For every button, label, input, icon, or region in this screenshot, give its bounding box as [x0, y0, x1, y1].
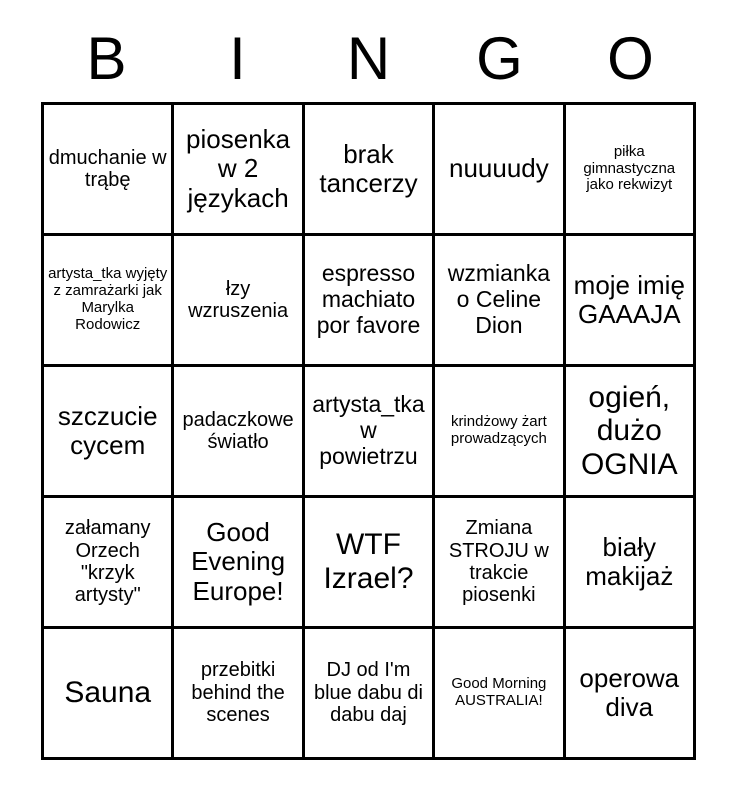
bingo-cell-label: przebitki behind the scenes	[191, 659, 285, 727]
bingo-cell-label: Zmiana STROJU w trakcie piosenki	[448, 517, 549, 607]
bingo-row	[43, 104, 695, 235]
bingo-cell-label: piłka gimnastyczna jako rekwizyt	[583, 142, 676, 194]
bingo-cell-label: padaczkowe światło	[182, 408, 294, 453]
bingo-cell-label: Good Evening Europe!	[191, 517, 286, 606]
bingo-cell-label: artysta_tka wyjęty z zamrażarki jak Marylka Rodowicz	[48, 265, 168, 333]
bingo-cell-label: WTF Izrael?	[323, 528, 414, 595]
bingo-cell-label: espresso machiato por favore	[316, 260, 421, 338]
bingo-grid	[41, 102, 696, 760]
bingo-cell-label: piosenka w 2 językach	[186, 124, 291, 213]
bingo-cell-label: moje imię GAAAJA	[573, 269, 685, 329]
bingo-cell[interactable]	[43, 366, 173, 497]
bingo-cell[interactable]	[43, 628, 173, 759]
bingo-cell[interactable]	[564, 104, 694, 235]
bingo-cell[interactable]	[434, 235, 564, 366]
bingo-cell[interactable]	[173, 104, 303, 235]
bingo-header-letter-g: G	[476, 25, 523, 92]
bingo-cell-label: ogień, dużo OGNIA	[580, 380, 678, 481]
bingo-cell[interactable]	[173, 235, 303, 366]
bingo-cell[interactable]	[564, 497, 694, 628]
bingo-cell-label: szczucie cycem	[57, 400, 158, 460]
bingo-cell[interactable]	[434, 366, 564, 497]
bingo-cell-label: wzmianka o Celine Dion	[447, 260, 550, 338]
bingo-cell[interactable]	[43, 497, 173, 628]
bingo-header-letter-o: O	[607, 25, 654, 92]
bingo-cell[interactable]	[43, 104, 173, 235]
bingo-cell[interactable]	[303, 366, 433, 497]
bingo-row	[43, 366, 695, 497]
bingo-cell[interactable]	[173, 497, 303, 628]
bingo-cell-label: krindżowy żart prowadzących	[450, 413, 547, 447]
bingo-row	[43, 628, 695, 759]
bingo-cell-label: nuuuudy	[448, 153, 549, 184]
bingo-cell[interactable]	[434, 628, 564, 759]
bingo-cell-label: łzy wzruszenia	[188, 277, 289, 322]
bingo-cell[interactable]	[434, 104, 564, 235]
bingo-cell-label: artysta_tka w powietrzu	[312, 391, 425, 469]
bingo-cell[interactable]	[434, 497, 564, 628]
bingo-header-letter-n: N	[346, 25, 391, 92]
bingo-cell-label: biały makijaż	[585, 531, 674, 591]
bingo-cell-label: operowa diva	[579, 662, 680, 722]
bingo-cell[interactable]	[303, 628, 433, 759]
bingo-header-letter-b: B	[86, 25, 127, 92]
bingo-cell-label: DJ od I'm blue dabu di dabu daj	[313, 659, 423, 727]
bingo-cell[interactable]	[173, 366, 303, 497]
bingo-cell[interactable]	[564, 235, 694, 366]
bingo-cell-label: Sauna	[64, 676, 152, 710]
bingo-cell-label: Good Morning AUSTRALIA!	[451, 675, 547, 709]
bingo-header-letter-i: I	[229, 25, 246, 92]
bingo-cell-label: brak tancerzy	[319, 138, 418, 198]
bingo-cell[interactable]	[303, 235, 433, 366]
bingo-row	[43, 235, 695, 366]
bingo-cell[interactable]	[564, 366, 694, 497]
bingo-header	[41, 0, 696, 90]
bingo-cell[interactable]	[43, 235, 173, 366]
bingo-cell[interactable]	[303, 497, 433, 628]
bingo-cell-label: dmuchanie w trąbę	[48, 146, 167, 191]
bingo-row	[43, 497, 695, 628]
bingo-cell[interactable]	[564, 628, 694, 759]
bingo-cell[interactable]	[303, 104, 433, 235]
bingo-cell[interactable]	[173, 628, 303, 759]
bingo-cell-label: załamany Orzech "krzyk artysty"	[64, 517, 151, 607]
